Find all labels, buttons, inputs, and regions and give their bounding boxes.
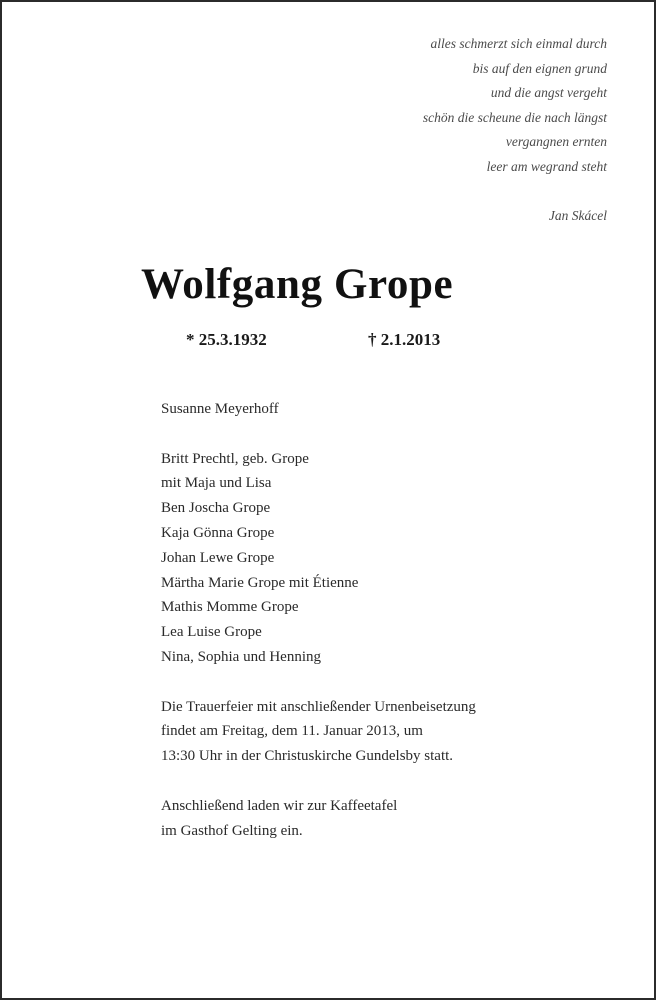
mourner-line: Nina, Sophia und Henning (161, 648, 321, 665)
poem-epigraph (423, 32, 607, 228)
mourner-line: Kaja Gönna Grope (161, 524, 275, 541)
reception-line: im Gasthof Gelting ein. (161, 822, 303, 839)
ceremony-line: Die Trauerfeier mit anschließender Urnenbeisetzung (161, 698, 476, 715)
spacer (161, 769, 476, 794)
mourner-line: Mathis Momme Grope (161, 599, 299, 616)
notice-body (161, 397, 476, 843)
mourner-line: Johan Lewe Grope (161, 549, 275, 566)
poem-line: und die angst vergeht (490, 85, 607, 101)
spacer (161, 670, 476, 695)
deceased-name: Wolfgang Grope (141, 261, 454, 308)
reception-line: Anschließend laden wir zur Kaffeetafel (161, 797, 398, 814)
death-date: † 2.1.2013 (368, 330, 441, 349)
poem-line: alles schmerzt sich einmal durch (430, 36, 607, 51)
mourner-partner: Susanne Meyerhoff (161, 401, 279, 417)
poem-line: bis auf den eignen grund (472, 60, 607, 76)
mourner-line: Britt Prechtl, geb. Grope (161, 450, 309, 467)
poem-line: leer am wegrand steht (486, 158, 607, 174)
mourner-line: Märtha Marie Grope mit Étienne (161, 574, 359, 591)
poem-line: schön die scheune die nach längst (422, 109, 607, 125)
mourner-line: mit Maja und Lisa (161, 475, 272, 492)
mourner-line: Lea Luise Grope (161, 624, 262, 641)
ceremony-line: 13:30 Uhr in der Christuskirche Gundelsby statt. (161, 748, 454, 765)
poem-author: Jan Skácel (548, 207, 607, 223)
mourner-line: Ben Joscha Grope (161, 500, 271, 517)
ceremony-line: findet am Freitag, dem 11. Januar 2013, um (161, 723, 423, 740)
birth-date: * 25.3.1932 (186, 330, 267, 349)
poem-line: vergangnen ernten (505, 134, 607, 150)
spacer (161, 422, 476, 447)
